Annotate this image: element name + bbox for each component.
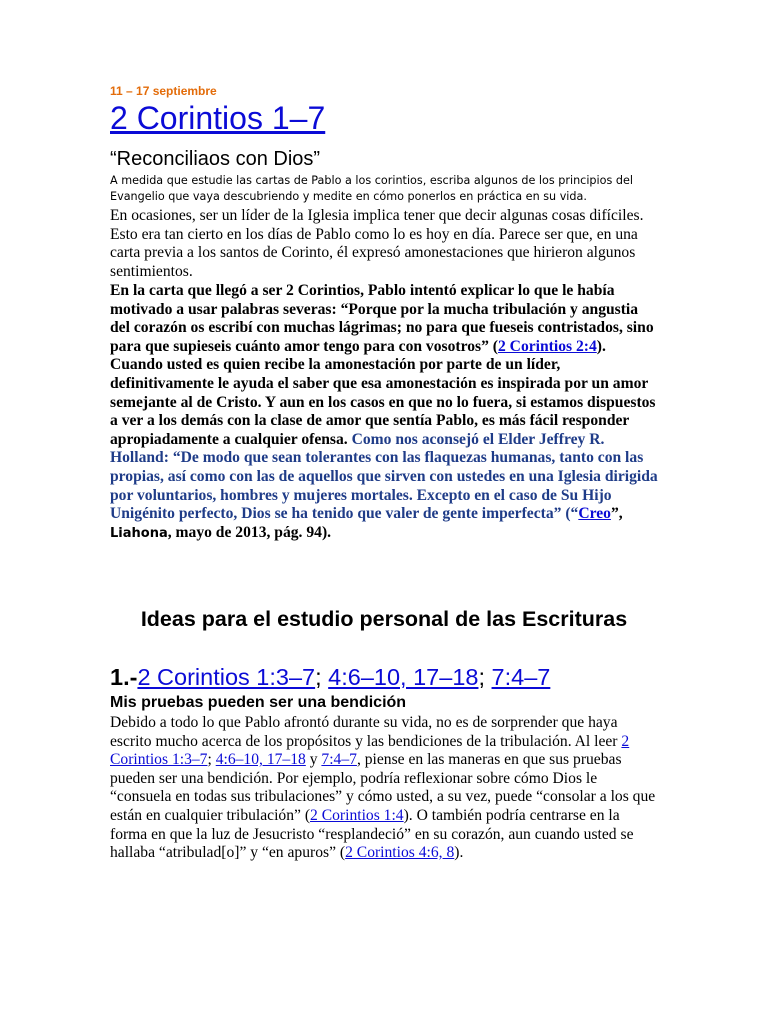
- paragraph-3-text: ;: [207, 751, 216, 769]
- page-subtitle: “Reconciliaos con Dios”: [110, 148, 321, 170]
- paragraph-3: [110, 714, 658, 863]
- section-heading: Ideas para el estudio personal de las Escrituras: [140, 607, 628, 631]
- link-creo[interactable]: Creo: [578, 505, 611, 523]
- link-7-4-7-inline[interactable]: 7:4–7: [321, 751, 357, 769]
- link-2-corintios-4-6-8[interactable]: 2 Corintios 4:6, 8: [345, 844, 455, 862]
- page-title: [110, 98, 325, 138]
- separator: ;: [315, 664, 329, 690]
- holland-quote: Como nos aconsejó el Elder Jeffrey R. Holland: “De modo que sean tolerantes con las flaquezas humanas, tanto con las propias, así como con las de aquellos que sirven con ustedes en una Iglesia dirigida por voluntarios, hombres y mujeres mortales. Excepto en el caso de Su Hijo Unigénito perfecto, Dios se ha tenido que valer de gente imperfecta” (“: [110, 430, 658, 523]
- paragraph-2-text-continued: ). Cuando usted es quien recibe la amonestación por parte de un líder, definitivamente le ayuda el saber que esa amonestación es inspirada por un amor semejante al de Cristo. Y aun en los casos en que no lo fuera, si estamos dispuestos a ver a los demás con la clase de amor que sentía Pablo, es más fácil responder apropiadamente a cualquier ofensa.: [110, 337, 656, 448]
- link-2-corintios-1-3-7-inline[interactable]: 2 Corintios 1:3–7: [110, 732, 630, 769]
- scripture-heading: [110, 662, 550, 692]
- paragraph-3-text: ).: [454, 844, 464, 862]
- liahona-title: Liahona: [110, 525, 168, 541]
- paragraph-3-text: Debido a todo lo que Pablo afrontó durante su vida, no es de sorprender que haya escrito mucho acerca de los propósitos y las bendiciones de la tribulación. Al leer: [110, 714, 622, 750]
- scripture-number: 1.-: [110, 664, 138, 690]
- intro-text: A medida que estudie las cartas de Pablo a los corintios, escriba algunos de los principios del Evangelio que vaya descubriendo y medite en cómo ponerlos en práctica en su vida.: [110, 174, 633, 203]
- link-4-6-10-inline[interactable]: 4:6–10, 17–18: [215, 751, 306, 769]
- link-2-corintios-1-4[interactable]: 2 Corintios 1:4: [310, 806, 404, 824]
- title-link[interactable]: 2 Corintios 1–7: [110, 100, 326, 136]
- week-date: 11 – 17 septiembre: [110, 84, 217, 98]
- paragraph-2-text: En la carta que llegó a ser 2 Corintios, Pablo intentó explicar lo que le había motivado a usar palabras severas: “Porque por la mucha tribulación y angustia del corazón os escribí con muchas lágrimas; no para que fueseis contristados, sino para que supieseis cuánto amor tengo para con vosotros” (: [110, 282, 654, 355]
- link-2-corintios-2-4[interactable]: 2 Corintios 2:4: [497, 337, 597, 355]
- paragraph-3-text: , piense en las maneras en que sus pruebas pueden ser una bendición. Por ejemplo, podría reflexionar sobre cómo Dios le “consuela en todas sus tribulaciones” y cómo usted, a su vez, puede “consolar a los que están en cualquier tribulación” (: [110, 751, 656, 824]
- link-2-corintios-1-3-7[interactable]: 2 Corintios 1:3–7: [137, 664, 316, 690]
- paragraph-3-text: ). O también podría centrarse en la forma en que la luz de Jesucristo “resplandeció” en su corazón, aun cuando usted se hallaba “atribulad[o]” y “en apuros” (: [110, 806, 634, 862]
- paragraph-1: En ocasiones, ser un líder de la Iglesia implica tener que decir algunas cosas difíciles. Esto era tan cierto en los días de Pablo como lo es hoy en día. Parece ser que, en una carta previa a los santos de Corinto, él expresó amonestaciones que hirieron algunos sentimientos.: [110, 207, 644, 280]
- link-4-6-10[interactable]: 4:6–10, 17–18: [328, 664, 479, 690]
- citation-separator: ”,: [610, 505, 623, 523]
- subheading: Mis pruebas pueden ser una bendición: [110, 694, 407, 711]
- citation-end: , mayo de 2013, pág. 94).: [167, 523, 332, 541]
- link-7-4-7[interactable]: 7:4–7: [491, 664, 551, 690]
- paragraph-2: [110, 282, 658, 543]
- paragraph-3-text: y: [305, 751, 322, 769]
- separator: ;: [478, 664, 492, 690]
